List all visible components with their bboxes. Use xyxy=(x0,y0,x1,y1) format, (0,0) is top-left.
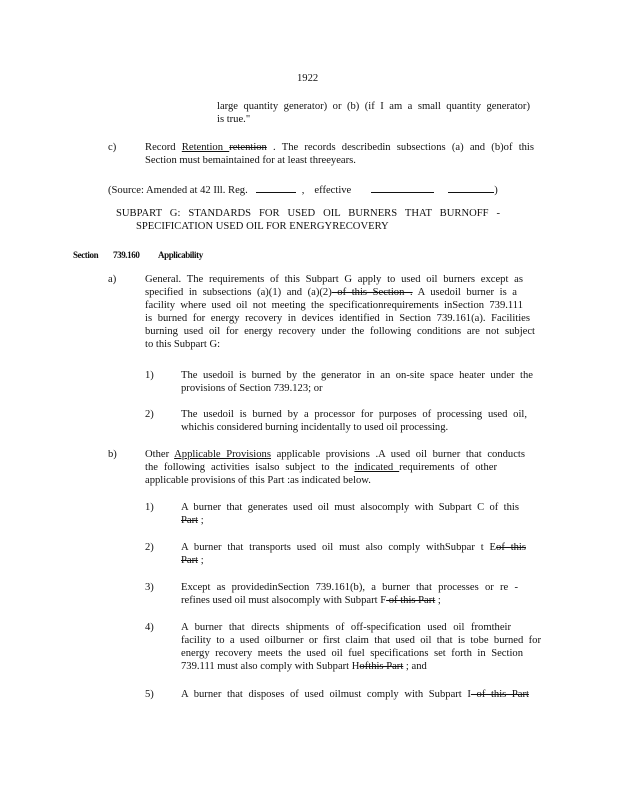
subsection-a-text-b: A usedoil burner is a xyxy=(412,287,517,298)
item-b2-text-a: A burner that transports used oil must also comply withSubpar t E xyxy=(181,542,497,553)
item-b4-line-3: energy recovery meets the used oil fuel specifications set forth in Section xyxy=(181,648,523,659)
item-b1-line-1: A burner that generates used oil must alsocomply with Subpart C of this xyxy=(181,502,519,513)
item-b4-line-1: A burner that directs shipments of off-specification used oil fromtheir xyxy=(181,622,511,633)
comma: , xyxy=(301,185,305,196)
item-a1-line-1: The usedoil is burned by the generator in an on-site space heater under the xyxy=(181,370,533,381)
inserted-text: indicated xyxy=(354,462,400,473)
item-b3-text-end: ; xyxy=(435,595,441,606)
item-a1-line-2: provisions of Section 739.123; or xyxy=(181,383,323,394)
item-b3-line-1: Except as providedinSection 739.161(b), a burner that processes or re - xyxy=(181,582,518,593)
item-b3-line-2 xyxy=(181,595,441,607)
close-paren: ) xyxy=(494,185,498,196)
subsection-a-text-a: specified in subsections (a)(1) and (a)(2) xyxy=(145,287,332,298)
subsection-c-text-a: Record xyxy=(145,142,182,153)
item-a1-label: 1) xyxy=(145,370,154,381)
item-b2-line-2 xyxy=(181,555,204,567)
source-note xyxy=(108,182,498,197)
subsection-c-text-b: . The records describedin subsections (a) and (b)of this xyxy=(266,142,534,153)
blank-line xyxy=(371,182,434,193)
item-b2-label: 2) xyxy=(145,542,154,553)
deleted-text: Part xyxy=(181,515,199,526)
section-heading-label: Section xyxy=(73,250,99,260)
item-b4-text-end: ; and xyxy=(403,661,427,672)
item-b2-line-1 xyxy=(181,542,526,554)
item-b5-label: 5) xyxy=(145,689,154,700)
item-b5-text-a: A burner that disposes of used oilmust comply with Subpart I xyxy=(181,689,471,700)
subsection-a-line-2 xyxy=(145,287,517,299)
deleted-text: of this Section . xyxy=(331,287,413,298)
subsection-b-label: b) xyxy=(108,449,117,460)
item-b4-line-4 xyxy=(181,661,427,673)
subsection-c-line-2: Section must bemaintained for at least threeyears. xyxy=(145,155,356,166)
deleted-text: of this Part xyxy=(470,689,529,700)
inserted-text: Retention xyxy=(181,142,230,153)
subsection-b-line-3: applicable provisions of this Part :as indicated below. xyxy=(145,475,371,486)
source-effective: effective xyxy=(314,185,352,196)
deleted-text: of this Part xyxy=(386,595,436,606)
subsection-b-text-a: Other xyxy=(145,449,175,460)
deleted-text: ofthis Part xyxy=(359,661,404,672)
item-b1-label: 1) xyxy=(145,502,154,513)
item-b4-line-2: facility to a used oilburner or first claim that used oil that is tobe burned for xyxy=(181,635,541,646)
deleted-text: of this xyxy=(496,542,526,553)
subsection-c-line-1 xyxy=(145,142,534,154)
subsection-b-text-b: applicable provisions .A used oil burner that conducts xyxy=(270,449,525,460)
subpart-heading-line-1: SUBPART G: STANDARDS FOR USED OIL BURNERS THAT BURNOFF - xyxy=(116,208,500,219)
page-number: 1922 xyxy=(297,73,319,84)
item-b3-label: 3) xyxy=(145,582,154,593)
blank-line xyxy=(256,182,296,193)
intro-line-1: large quantity generator) or (b) (if I am a small quantity generator) xyxy=(217,101,530,112)
subsection-a-line-6: to this Subpart G: xyxy=(145,339,221,350)
source-text: (Source: Amended at 42 Ill. Reg. xyxy=(108,185,248,196)
item-a2-line-2: whichis considered burning incidentally to used oil processing. xyxy=(181,422,449,433)
subsection-b-line-1 xyxy=(145,449,525,461)
subsection-b-text-c: the following activities isalso subject to the xyxy=(145,462,355,473)
inserted-text: Applicable Provisions xyxy=(174,449,271,460)
item-a2-label: 2) xyxy=(145,409,154,420)
section-heading-number: 739.160 xyxy=(113,250,140,260)
deleted-text: retention xyxy=(229,142,267,153)
deleted-text: Part xyxy=(181,555,199,566)
item-b1-text-end: ; xyxy=(198,515,204,526)
subsection-a-line-1: General. The requirements of this Subpart G apply to used oil burners except as xyxy=(145,274,523,285)
subsection-a-label: a) xyxy=(108,274,117,285)
item-b4-label: 4) xyxy=(145,622,154,633)
subsection-a-line-4: is burned for energy recovery in devices identified in Section 739.161(a). Facilities xyxy=(145,313,530,324)
subsection-c-label: c) xyxy=(108,142,117,153)
intro-line-2: is true." xyxy=(217,114,251,125)
subsection-b-line-2 xyxy=(145,462,497,474)
item-b5-line-1 xyxy=(181,689,529,701)
subsection-a-line-3: facility where used oil not meeting the specificationrequirements inSection 739.111 xyxy=(145,300,523,311)
item-b3-text-a: refines used oil must alsocomply with Subpart F xyxy=(181,595,387,606)
subsection-a-line-5: burning used oil for energy recovery under the following conditions are not subject xyxy=(145,326,535,337)
item-b4-text-a: 739.111 must also comply with Subpart H xyxy=(181,661,360,672)
subsection-b-text-d: requirements of other xyxy=(399,462,497,473)
item-a2-line-1: The usedoil is burned by a processor for purposes of processing used oil, xyxy=(181,409,527,420)
blank-line xyxy=(448,182,494,193)
section-heading-title: Applicability xyxy=(158,250,203,260)
item-b1-line-2 xyxy=(181,515,204,527)
subpart-heading-line-2: SPECIFICATION USED OIL FOR ENERGYRECOVERY xyxy=(136,221,389,232)
item-b2-text-end: ; xyxy=(198,555,204,566)
